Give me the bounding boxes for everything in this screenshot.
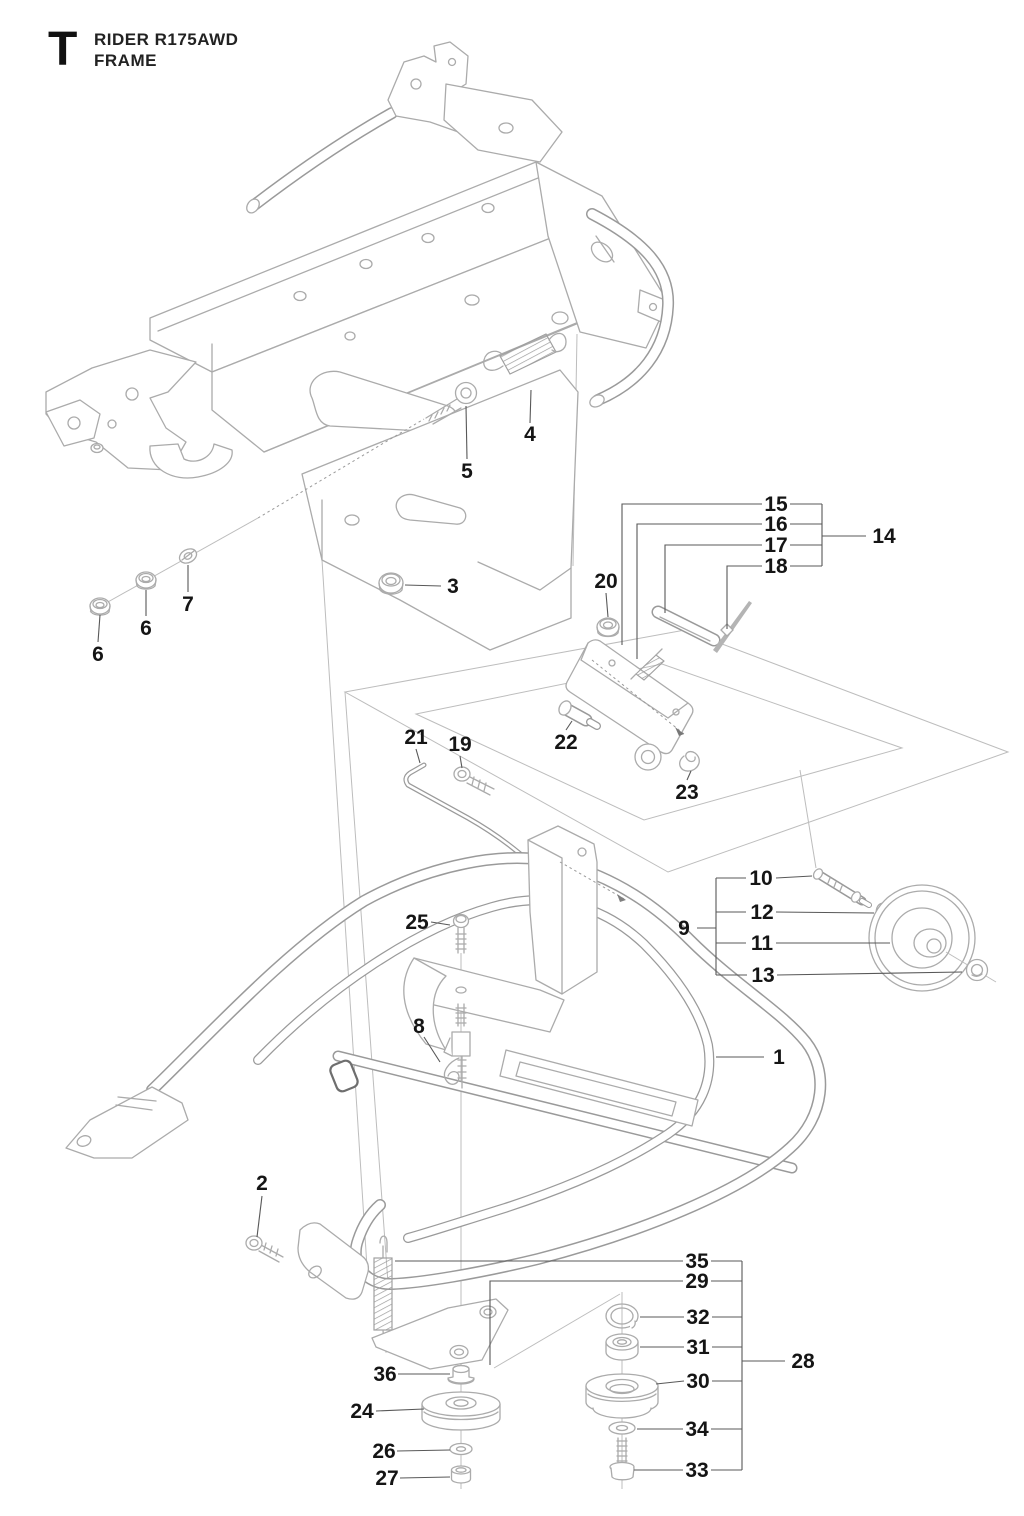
callout-31: 31: [686, 1336, 710, 1359]
leader-22: [566, 721, 572, 730]
callout-15: 15: [764, 493, 788, 516]
part-36-bushing: [448, 1366, 474, 1385]
callout-26: 26: [372, 1440, 396, 1463]
callout-5: 5: [461, 460, 473, 483]
callout-27: 27: [375, 1467, 399, 1490]
part-18-rod-pointer: [713, 601, 752, 653]
callout-22: 22: [554, 731, 578, 754]
part-34-washer: [609, 1422, 635, 1434]
callout-34: 34: [685, 1418, 709, 1441]
callout-25: 25: [405, 911, 429, 934]
callout-23: 23: [675, 781, 699, 804]
leader-21: [416, 749, 420, 763]
callout-32: 32: [686, 1306, 710, 1329]
callout-24: 24: [350, 1400, 374, 1423]
callout-11: 11: [750, 932, 774, 955]
leader-2: [257, 1196, 262, 1237]
leader-12: [776, 912, 874, 913]
section-title: FRAME: [94, 51, 157, 70]
callout-1: 1: [773, 1046, 785, 1069]
part-6-nut-left: [90, 598, 110, 615]
callout-36: 36: [373, 1363, 397, 1386]
part-32-snap-ring: [606, 1304, 641, 1331]
leader-27: [400, 1477, 450, 1478]
callout-2: 2: [256, 1172, 268, 1195]
part-13-push-nut: [967, 960, 988, 981]
title-block: [94, 29, 238, 71]
callout-10: 10: [749, 867, 773, 890]
part-10-axle-bolt: [812, 867, 869, 905]
callout-14: 14: [872, 525, 896, 548]
leader-10: [776, 876, 812, 878]
part-25-bolt: [454, 915, 469, 954]
part-2-bolt: [246, 1236, 283, 1262]
part-6-nut-mid: [136, 572, 156, 589]
callout-33: 33: [685, 1459, 709, 1482]
bracket-lines: [697, 504, 866, 1470]
model-title: RIDER R175AWD: [94, 30, 239, 49]
part-7-washer: [177, 546, 199, 566]
leader-23: [687, 771, 691, 780]
part-11-wheel: [869, 885, 975, 991]
part-26-washer: [450, 1444, 472, 1455]
callout-8: 8: [413, 1015, 425, 1038]
leader-17: [665, 545, 762, 613]
callout-3: 3: [447, 575, 459, 598]
callout-30: 30: [686, 1370, 710, 1393]
callout-19: 19: [448, 733, 472, 756]
leader-24: [376, 1409, 424, 1411]
part-31-bearing: [606, 1334, 638, 1360]
callout-7: 7: [182, 593, 194, 616]
callout-12: 12: [750, 901, 774, 924]
leader-26: [397, 1450, 450, 1451]
callout-16: 16: [764, 513, 788, 536]
leader-29: [490, 1281, 683, 1365]
leader-30: [656, 1381, 684, 1384]
part-27-nut: [452, 1466, 471, 1483]
leader-6-1: [98, 615, 100, 642]
callout-6-2: 6: [140, 617, 152, 640]
callout-4: 4: [524, 423, 536, 446]
part-8-pin-assembly: [444, 1004, 470, 1088]
callout-9: 9: [678, 917, 690, 940]
part-15-pedal-bracket: [566, 640, 693, 770]
callout-21: 21: [404, 726, 428, 749]
callout-6-1: 6: [92, 643, 104, 666]
part-24-pulley: [422, 1392, 500, 1430]
callout-13: 13: [751, 964, 775, 987]
callout-29: 29: [685, 1270, 709, 1293]
callout-18: 18: [764, 555, 788, 578]
part-20-nut: [597, 618, 619, 637]
part-30-roller: [586, 1374, 658, 1418]
callout-20: 20: [594, 570, 618, 593]
section-tab-letter: T: [48, 23, 78, 76]
leader-19: [460, 756, 462, 768]
leader-20: [606, 593, 608, 617]
callout-35: 35: [685, 1250, 709, 1273]
callout-28: 28: [791, 1350, 815, 1373]
leader-18: [727, 566, 762, 629]
callout-17: 17: [764, 534, 788, 557]
part-17-pedal-pad: [658, 612, 714, 641]
part-23-hairpin-cotter: [680, 752, 700, 772]
